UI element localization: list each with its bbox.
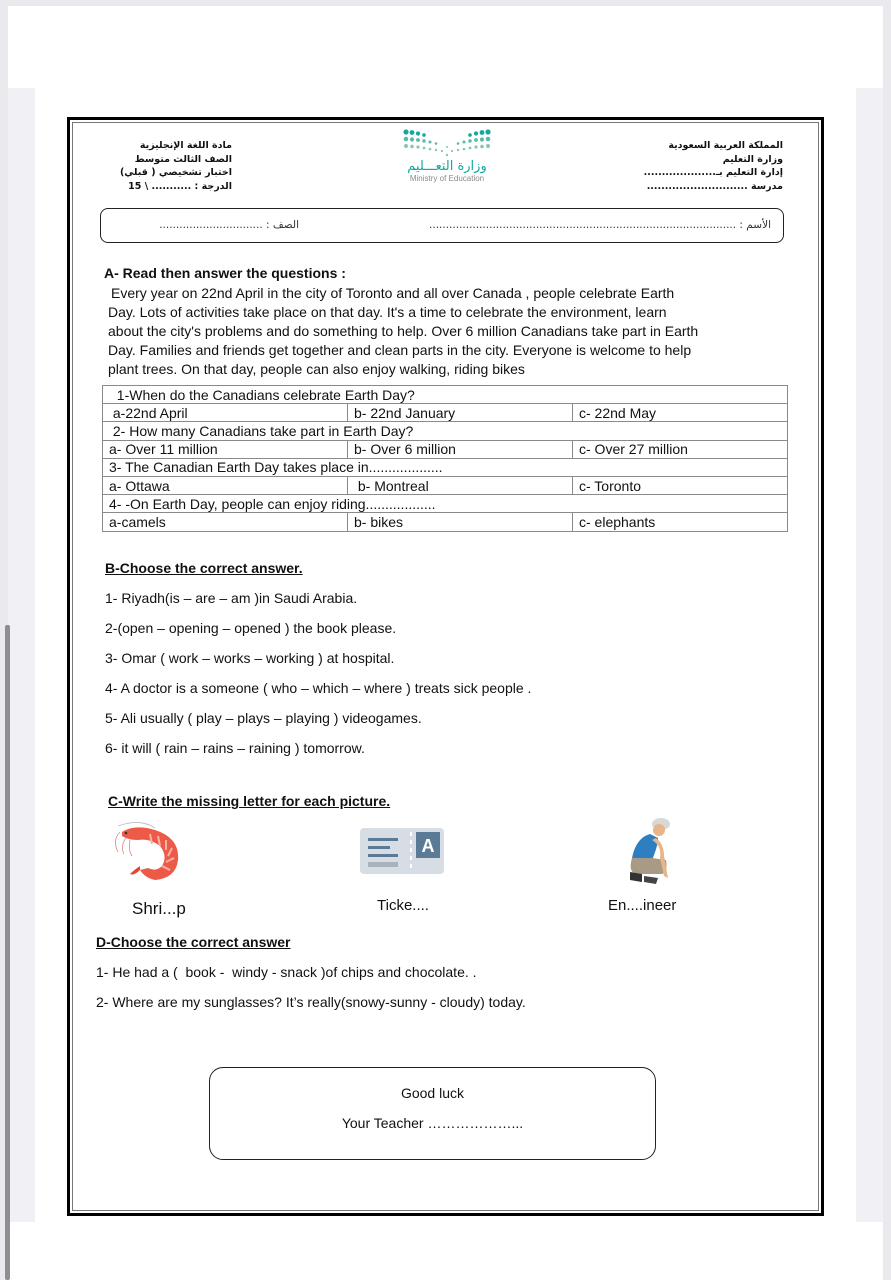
option-b[interactable]: b- 22nd January bbox=[348, 404, 573, 422]
option-c[interactable]: c- elephants bbox=[573, 513, 788, 531]
options-row bbox=[103, 404, 788, 422]
section-b-title: B-Choose the correct answer. bbox=[105, 560, 303, 576]
passage-line: Day. Families and friends get together and clean parts in the city. Everyone is welcome to help bbox=[108, 342, 692, 358]
section-b-item: 6- it will ( rain – rains – raining ) tomorrow. bbox=[105, 740, 365, 756]
option-a[interactable]: a-22nd April bbox=[103, 404, 348, 422]
option-b[interactable]: b- bikes bbox=[348, 513, 573, 531]
section-b-item: 5- Ali usually ( play – plays – playing ) videogames. bbox=[105, 710, 422, 726]
section-d-item: 2- Where are my sunglasses? It’s really(snowy-sunny - cloudy) today. bbox=[96, 994, 526, 1010]
student-name-field[interactable]: الأسم : ............................................................................................ bbox=[429, 219, 771, 231]
header-left-block bbox=[110, 139, 232, 193]
viewer-top-bar bbox=[8, 6, 883, 88]
vertical-scrollbar[interactable] bbox=[5, 625, 10, 1280]
header-left-line: مادة اللغة الإنجليزية bbox=[139, 140, 232, 151]
section-b-item: 1- Riyadh(is – are – am )in Saudi Arabia. bbox=[105, 590, 358, 606]
header-right-line: المملكة العربية السعودية bbox=[668, 140, 783, 151]
option-a[interactable]: a-camels bbox=[103, 513, 348, 531]
svg-text:A: A bbox=[421, 836, 435, 856]
header-left-line: الدرجة : ........... \ 15 bbox=[128, 180, 232, 192]
student-info-box bbox=[100, 208, 784, 243]
option-c[interactable]: c- Over 27 million bbox=[573, 440, 788, 458]
good-luck-text: Good luck bbox=[400, 1085, 465, 1101]
question-text: 4- -On Earth Day, people can enjoy riding.................. bbox=[103, 495, 788, 513]
passage-line: Every year on 22nd April in the city of Toronto and all over Canada , people celebrate Earth bbox=[111, 285, 675, 301]
options-row bbox=[103, 440, 788, 458]
ministry-logo bbox=[374, 128, 520, 200]
option-b[interactable]: b- Montreal bbox=[348, 476, 573, 494]
options-row bbox=[103, 476, 788, 494]
logo-english-text: Ministry of Education bbox=[409, 174, 485, 183]
options-row bbox=[103, 513, 788, 531]
question-row bbox=[103, 458, 788, 476]
viewer-bottom-bar bbox=[8, 1222, 883, 1280]
question-text: 1-When do the Canadians celebrate Earth Day? bbox=[103, 386, 788, 404]
reading-passage bbox=[108, 284, 768, 379]
option-a[interactable]: a- Ottawa bbox=[103, 476, 348, 494]
ministry-logo-dots-icon bbox=[401, 128, 493, 158]
question-text: 2- How many Canadians take part in Earth Day? bbox=[103, 422, 788, 440]
section-b-item: 2-(open – opening – opened ) the book please. bbox=[105, 620, 397, 636]
section-a-title: A- Read then answer the questions : bbox=[104, 265, 346, 281]
passage-line: about the city's problems and do something to help. Over 6 million Canadians take part in Earth bbox=[108, 323, 699, 339]
section-b-item: 4- A doctor is a someone ( who – which – where ) treats sick people . bbox=[105, 680, 532, 696]
question-row bbox=[103, 495, 788, 513]
passage-line: Day. Lots of activities take place on that day. It's a time to celebrate the environment, learn bbox=[108, 304, 667, 320]
header-right-line: مدرسة ............................ bbox=[646, 180, 783, 192]
good-luck-box bbox=[209, 1067, 656, 1160]
shrimp-icon bbox=[110, 820, 185, 885]
questions-table bbox=[102, 385, 788, 532]
question-row bbox=[103, 422, 788, 440]
option-c[interactable]: c- 22nd May bbox=[573, 404, 788, 422]
logo-arabic-text: وزارة التعـــليم bbox=[407, 159, 487, 174]
ticket-icon bbox=[360, 828, 444, 874]
student-class-field[interactable]: الصف : ............................... bbox=[159, 219, 299, 231]
option-b[interactable]: b- Over 6 million bbox=[348, 440, 573, 458]
section-b-item: 3- Omar ( work – works – working ) at hospital. bbox=[105, 650, 395, 666]
section-d-title: D-Choose the correct answer bbox=[96, 934, 291, 950]
picture-label-ticket: Ticke.... bbox=[377, 897, 429, 914]
header-left-line: الصف الثالث متوسط bbox=[134, 153, 232, 165]
question-text: 3- The Canadian Earth Day takes place in................... bbox=[103, 458, 788, 476]
option-c[interactable]: c- Toronto bbox=[573, 476, 788, 494]
section-d-item: 1- He had a ( book - windy - snack )of chips and chocolate. . bbox=[96, 964, 477, 980]
engineer-icon bbox=[622, 816, 677, 888]
picture-label-engineer: En....ineer bbox=[608, 897, 677, 914]
header-right-block bbox=[613, 139, 783, 193]
question-row bbox=[103, 386, 788, 404]
picture-label-shrimp: Shri...p bbox=[132, 899, 186, 918]
header-left-line: اختبار تشخيصي ( قبلي) bbox=[119, 167, 232, 178]
option-a[interactable]: a- Over 11 million bbox=[103, 440, 348, 458]
teacher-signature-line: Your Teacher ………………... bbox=[341, 1115, 524, 1131]
section-c-title: C-Write the missing letter for each picture. bbox=[108, 793, 391, 809]
passage-line: plant trees. On that day, people can also enjoy walking, riding bikes bbox=[108, 361, 525, 377]
header-right-line: إدارة التعليم بـ.................... bbox=[643, 167, 783, 178]
header-right-line: وزارة التعليم bbox=[722, 153, 783, 165]
